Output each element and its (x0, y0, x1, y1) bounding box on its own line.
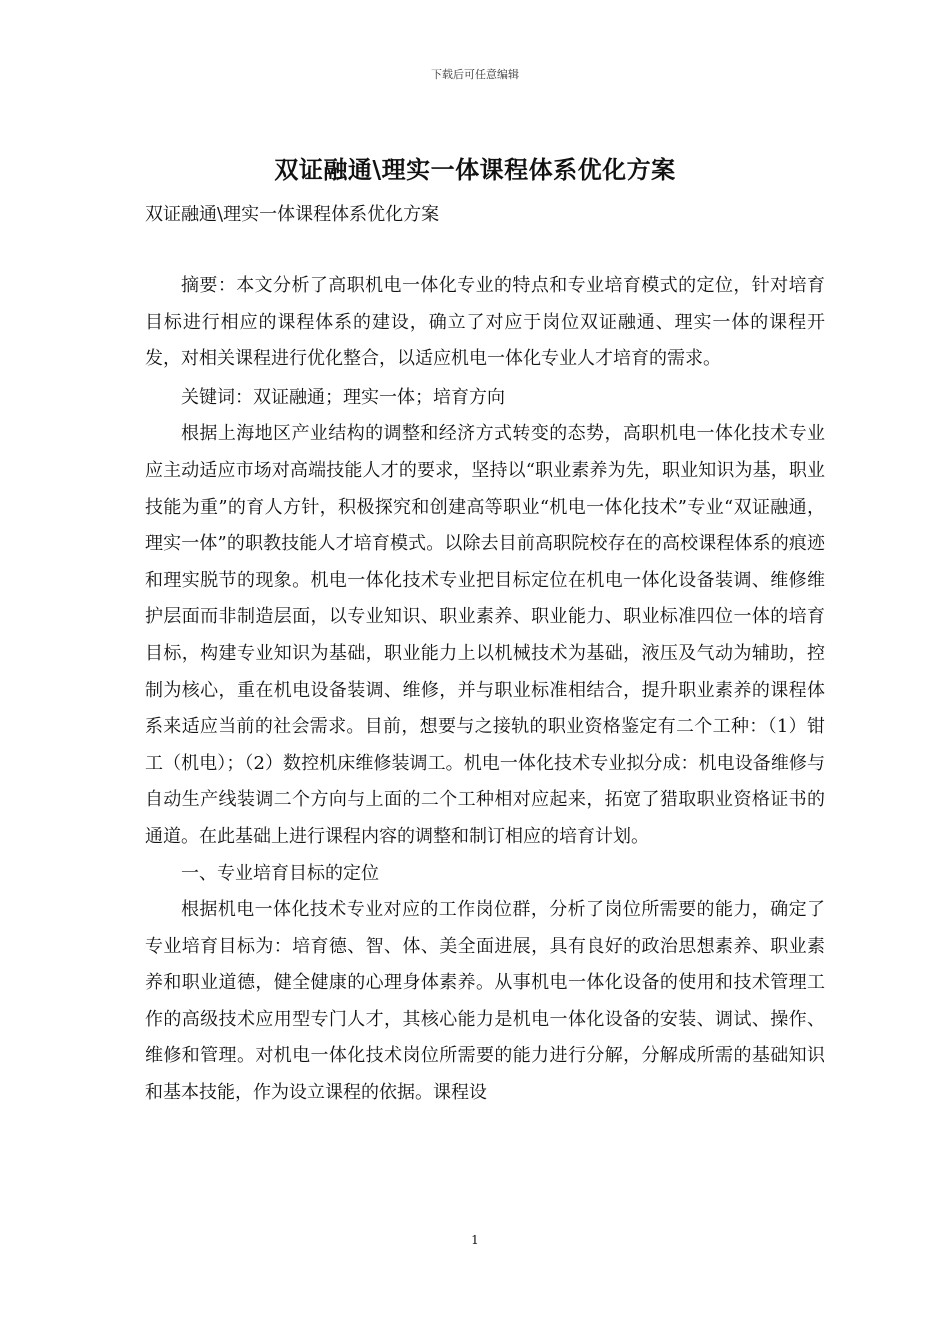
header-note: 下载后可任意编辑 (431, 68, 519, 81)
document-title: 双证融通\理实一体课程体系优化方案 (274, 155, 676, 184)
document-subtitle: 双证融通\理实一体课程体系优化方案 (145, 204, 440, 225)
document-body (145, 268, 825, 1112)
keywords-paragraph: 关键词：双证融通；理实一体；培育方向 (181, 386, 505, 408)
page-number: 1 (471, 1233, 479, 1247)
section-heading: 一、专业培育目标的定位 (181, 862, 379, 884)
abstract-paragraph: 摘要：本文分析了高职机电一体化专业的特点和专业培育模式的定位，针对培育目标进行相应的课程体系的建设，确立了对应于岗位双证融通、理实一体的课程开发，对相关课程进行优化整合，以适应机电一体化专业人才培育的需求。 (145, 275, 825, 370)
intro-paragraph: 根据上海地区产业结构的调整和经济方式转变的态势，高职机电一体化技术专业应主动适应市场对高端技能人才的要求，坚持以“职业素养为先，职业知识为基，职业技能为重”的育人方针，积极探究和创建高等职业“机电一体化技术”专业“双证融通，理实一体”的职教技能人才培育模式。以除去目前高职院校存在的高校课程体系的痕迹和理实脱节的现象。机电一体化技术专业把目标定位在机电一体化设备装调、维修维护层面而非制造层面，以专业知识、职业素养、职业能力、职业标准四位一体的培育目标，构建专业知识为基础，职业能力上以机械技术为基础，液压及气动为辅助，控制为核心，重在机电设备装调、维修，并与职业标准相结合，提升职业素养的课程体系来适应当前的社会需求。目前，想要与之接轨的职业资格鉴定有二个工种：（1）钳工（机电）；（2）数控机床维修装调工。机电一体化技术专业拟分成：机电设备维修与自动生产线装调二个方向与上面的二个工种相对应起来，拓宽了猎取职业资格证书的通道。在此基础上进行课程内容的调整和制订相应的培育计划。 (145, 423, 825, 847)
section-paragraph: 根据机电一体化技术专业对应的工作岗位群，分析了岗位所需要的能力，确定了专业培育目标为：培育德、智、体、美全面进展，具有良好的政治思想素养、职业素养和职业道德，健全健康的心理身体素养。从事机电一体化设备的使用和技术管理工作的高级技术应用型专门人才，其核心能力是机电一体化设备的安装、调试、操作、维修和管理。对机电一体化技术岗位所需要的能力进行分解，分解成所需的基础知识和基本技能，作为设立课程的依据。课程设 (145, 899, 825, 1104)
